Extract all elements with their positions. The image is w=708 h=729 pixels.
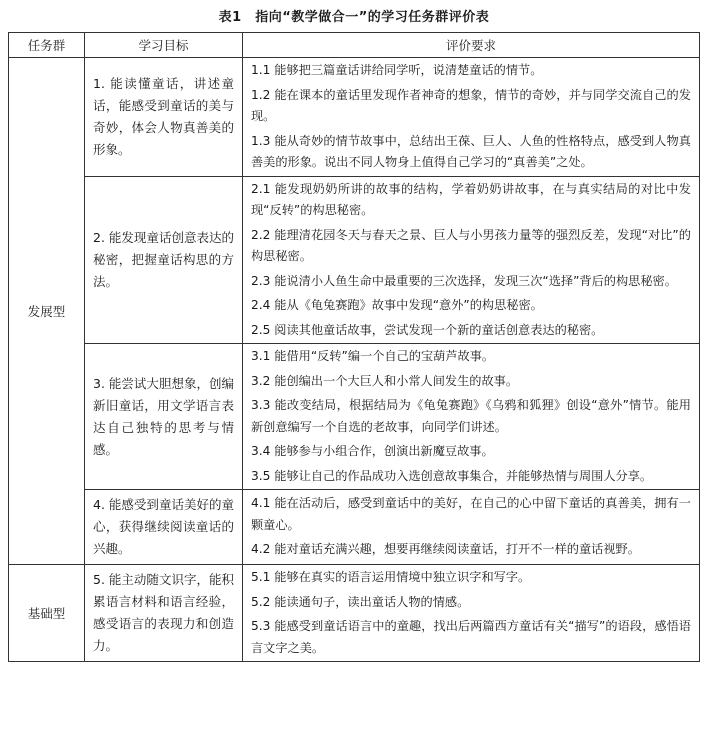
requirement-item: 5.3 能感受到童话语言中的童趣，找出后两篇西方童话有关“描写”的语段，感悟语言文字之美。 [251, 619, 691, 655]
requirement-item: 1.2 能在课本的童话里发现作者神奇的想象，情节的奇妙，并与同学交流自己的发现。 [251, 87, 691, 123]
evaluation-table [8, 32, 700, 662]
requirements-cell [243, 344, 700, 490]
requirement-item: 3.4 能够参与小组合作，创演出新魔豆故事。 [251, 444, 494, 458]
header-row [9, 33, 700, 58]
requirement-item: 5.2 能读通句子，读出童话人物的情感。 [251, 594, 470, 609]
requirement-item: 2.1 能发现奶奶所讲的故事的结构，学着奶奶讲故事，在与真实结局的对比中发现“反转”的构思秘密。 [251, 181, 691, 217]
header-learning-goal: 学习目标 [85, 33, 243, 58]
requirements-cell [243, 565, 700, 662]
table-row [9, 565, 700, 662]
requirements-cell [243, 490, 700, 565]
requirement-item: 3.1 能借用“反转”编一个自己的宝葫芦故事。 [251, 349, 495, 363]
requirements-cell [243, 176, 700, 344]
group-cell-basic: 基础型 [9, 565, 85, 662]
requirement-item: 2.2 能理清花园冬天与春天之景、巨人与小男孩力量等的强烈反差，发现“对比”的构思秘密。 [251, 227, 691, 263]
requirement-item: 4.2 能对童话充满兴趣，想要再继续阅读童话，打开不一样的童话视野。 [251, 542, 640, 557]
requirement-item: 1.1 能够把三篇童话讲给同学听，说清楚童话的情节。 [251, 63, 543, 77]
requirements-cell [243, 58, 700, 177]
requirement-item: 3.5 能够让自己的作品成功入选创意故事集合，并能够热情与周围人分享。 [251, 468, 653, 483]
table-row [9, 344, 700, 490]
requirement-item: 2.5 阅读其他童话故事，尝试发现一个新的童话创意表达的秘密。 [251, 322, 604, 337]
table-row [9, 490, 700, 565]
requirement-item: 4.1 能在活动后，感受到童话中的美好，在自己的心中留下童话的真善美，拥有一颗童心。 [251, 496, 691, 532]
group-cell-development: 发展型 [9, 58, 85, 565]
goal-cell: 5. 能主动随文识字，能积累语言材料和语言经验，感受语言的表现力和创造力。 [85, 565, 243, 662]
goal-cell: 4. 能感受到童话美好的童心，获得继续阅读童话的兴趣。 [85, 490, 243, 565]
requirement-item: 3.2 能创编出一个大巨人和小常人间发生的故事。 [251, 373, 519, 388]
requirement-item: 3.3 能改变结局，根据结局为《龟兔赛跑》《乌鸦和狐狸》创设“意外”情节。能用新创意编写一个自选的老故事，向同学们讲述。 [251, 398, 691, 434]
requirement-item: 1.3 能从奇妙的情节故事中，总结出王葆、巨人、人鱼的性格特点，感受到人物真善美的形象。说出不同人物身上值得自己学习的“真善美”之处。 [251, 133, 691, 169]
goal-cell: 2. 能发现童话创意表达的秘密，把握童话构思的方法。 [85, 176, 243, 344]
header-task-group: 任务群 [9, 33, 85, 58]
goal-cell: 1. 能读懂童话，讲述童话，能感受到童话的美与奇妙，体会人物真善美的形象。 [85, 58, 243, 177]
table-row [9, 58, 700, 177]
header-evaluation-requirements: 评价要求 [243, 33, 700, 58]
requirement-item: 2.4 能从《龟兔赛跑》故事中发现“意外”的构思秘密。 [251, 298, 543, 312]
requirement-item: 2.3 能说清小人鱼生命中最重要的三次选择，发现三次“选择”背后的构思秘密。 [251, 273, 677, 288]
table-title: 表1 指向“教学做合一”的学习任务群评价表 [218, 10, 490, 25]
goal-cell: 3. 能尝试大胆想象，创编新旧童话，用文学语言表达自己独特的思考与情感。 [85, 344, 243, 490]
table-row [9, 176, 700, 344]
requirement-item: 5.1 能够在真实的语言运用情境中独立识字和写字。 [251, 570, 531, 584]
